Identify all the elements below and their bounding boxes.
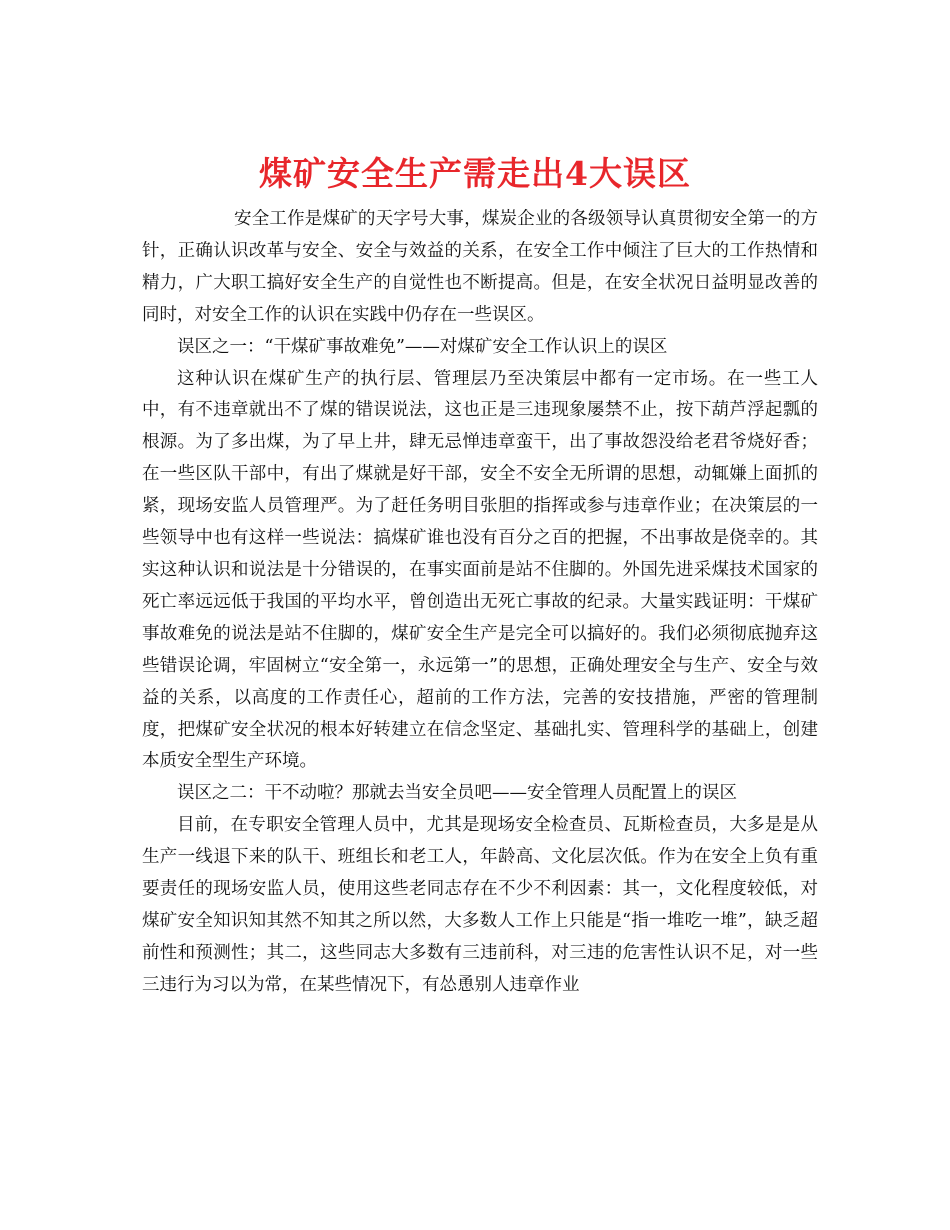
section-heading-misconception-2: 误区之二：干不动啦？那就去当安全员吧——安全管理人员配置上的误区 — [177, 783, 737, 804]
document-body — [142, 204, 818, 1002]
paragraph-misconception-1: 这种认识在煤矿生产的执行层、管理层乃至决策层中都有一定市场。在一些工人中，有不违章就出不了煤的错误说法，这也正是三违现象屡禁不止，按下葫芦浮起瓢的根源。为了多出煤，为了早上井，肆无忌惮违章蛮干，出了事故怨没给老君爷烧好香；在一些区队干部中，有出了煤就是好干部，安全不安全无所谓的思想，动辄嫌上面抓的紧，现场安监人员管理严。为了赶任务明目张胆的指挥或参与违章作业；在决策层的一些领导中也有这样一些说法：搞煤矿谁也没有百分之百的把握，不出事故是侥幸的。其实这种认识和说法是十分错误的，在事实面前是站不住脚的。外国先进采煤技术国家的死亡率远远低于我国的平均水平，曾创造出无死亡事故的纪录。大量实践证明：干煤矿事故难免的说法是站不住脚的，煤矿安全生产是完全可以搞好的。我们必须彻底抛弃这些错误论调，牢固树立“安全第一，永远第一”的思想，正确处理安全与生产、安全与效益的关系，以高度的工作责任心，超前的工作方法，完善的安技措施，严密的管理制度，把煤矿安全状况的根本好转建立在信念坚定、基础扎实、管理科学的基础上，创建本质安全型生产环境。 — [142, 368, 818, 772]
paragraph-intro: 安全工作是煤矿的天字号大事，煤炭企业的各级领导认真贯彻安全第一的方针，正确认识改革与安全、安全与效益的关系，在安全工作中倾注了巨大的工作热情和精力，广大职工搞好安全生产的自觉性也不断提高。但是，在安全状况日益明显改善的同时，对安全工作的认识在实践中仍存在一些误区。 — [142, 209, 818, 325]
document-title: 煤矿安全生产需走出4大误区 — [259, 154, 691, 194]
paragraph-misconception-2: 目前，在专职安全管理人员中，尤其是现场安全检查员、瓦斯检查员，大多是是从生产一线退下来的队干、班组长和老工人，年龄高、文化层次低。作为在安全上负有重要责任的现场安监人员，使用这些老同志存在不少不利因素：其一，文化程度较低，对煤矿安全知识知其然不知其之所以然，大多数人工作上只能是“指一堆吃一堆”，缺乏超前性和预测性；其二，这些同志大多数有三违前科，对三违的危害性认识不足，对一些三违行为习以为常，在某些情况下，有怂恿别人违章作业 — [142, 815, 818, 995]
section-heading-misconception-1: 误区之一：“干煤矿事故难免”——对煤矿安全工作认识上的误区 — [177, 336, 668, 357]
